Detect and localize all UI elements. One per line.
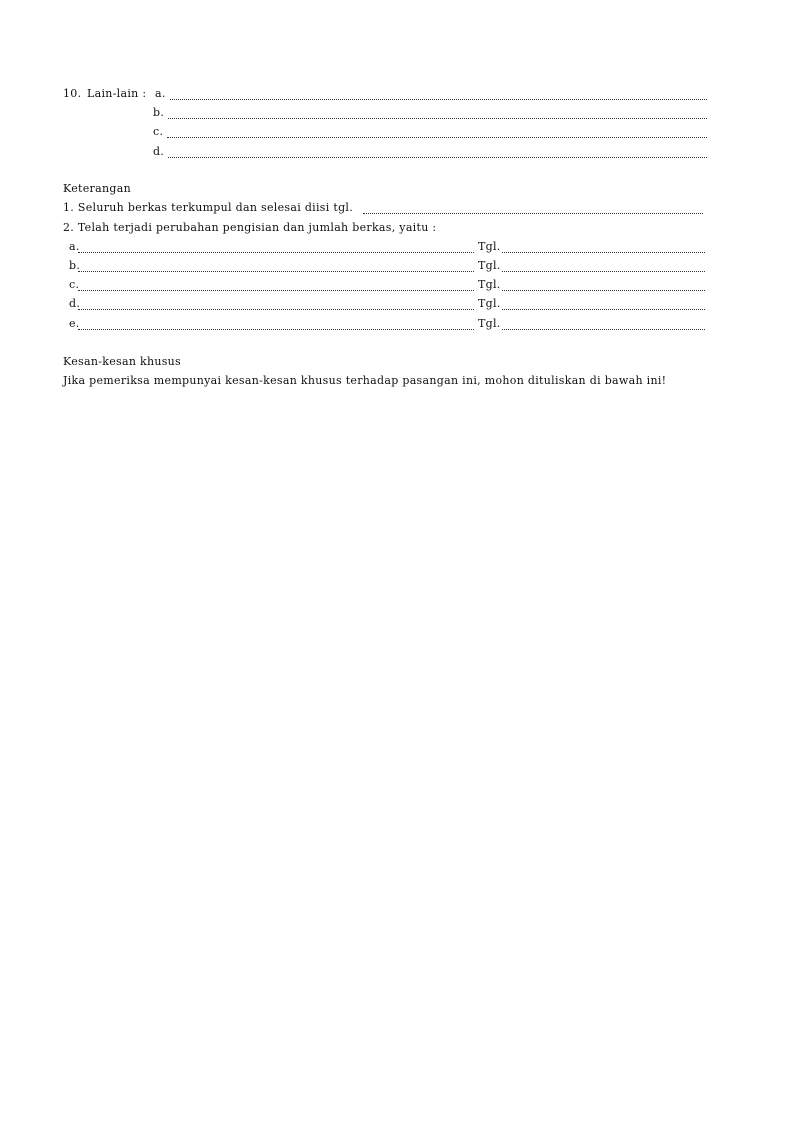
change-row-tgl-field-d[interactable] [502,309,705,310]
keterangan-title: Keterangan [63,182,131,195]
change-row-tgl-label-c: Tgl. [478,278,501,291]
change-row-tgl-label-a: Tgl. [478,240,501,253]
section-label: Lain-lain : [87,87,147,100]
change-row-label-a: a. [69,240,80,253]
keterangan-date-field[interactable] [363,213,703,214]
change-row-label-e: e. [69,317,80,330]
change-row-field-a[interactable] [78,252,474,253]
change-row-label-b: b. [69,259,81,272]
change-row-label-c: c. [69,278,80,291]
lain-item-field-b[interactable] [168,118,707,119]
change-row-tgl-label-e: Tgl. [478,317,501,330]
change-row-tgl-label-b: Tgl. [478,259,501,272]
change-row-tgl-field-c[interactable] [502,290,705,291]
lain-item-label-a: a. [155,87,166,100]
lain-item-label-d: d. [153,145,165,158]
change-row-tgl-field-e[interactable] [502,329,705,330]
section-number: 10. [63,87,82,100]
change-row-tgl-field-a[interactable] [502,252,705,253]
lain-item-label-c: c. [153,125,164,138]
keterangan-item-1: 1. Seluruh berkas terkumpul dan selesai diisi tgl. [63,201,354,214]
lain-item-field-c[interactable] [167,137,707,138]
change-row-field-d[interactable] [78,309,474,310]
change-row-field-e[interactable] [78,329,474,330]
lain-item-field-a[interactable] [170,99,707,100]
change-row-field-b[interactable] [78,271,474,272]
change-row-tgl-field-b[interactable] [502,271,705,272]
kesan-instruction: Jika pemeriksa mempunyai kesan-kesan khusus terhadap pasangan ini, mohon dituliskan di bawah ini! [63,374,667,387]
kesan-title: Kesan-kesan khusus [63,355,182,368]
change-row-label-d: d. [69,297,81,310]
change-row-field-c[interactable] [78,290,474,291]
change-row-tgl-label-d: Tgl. [478,297,501,310]
lain-item-label-b: b. [153,106,165,119]
lain-item-field-d[interactable] [168,157,707,158]
keterangan-item-2: 2. Telah terjadi perubahan pengisian dan jumlah berkas, yaitu : [63,221,437,234]
